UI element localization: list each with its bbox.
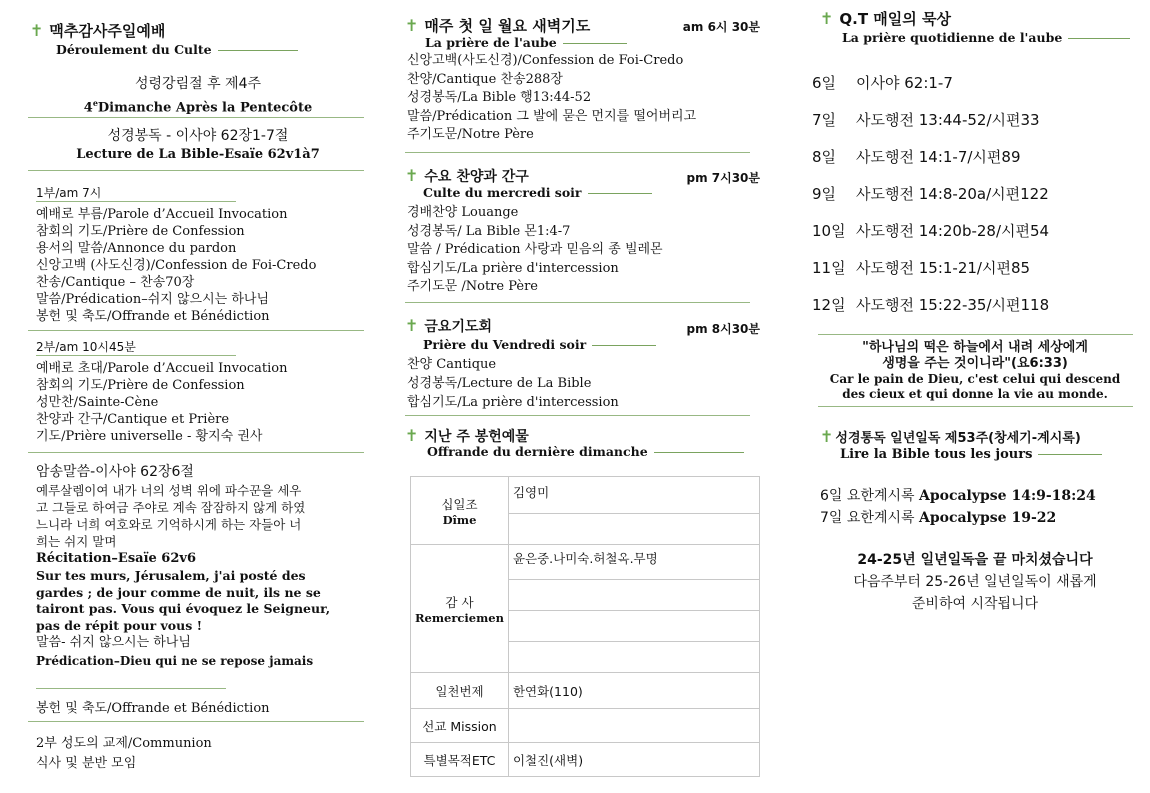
mission-value [508,709,759,743]
list-item: 신앙고백 (사도신경)/Confession de Foi-Credo [36,258,317,273]
wed-list [407,204,663,297]
fri-subtitle: Prière du Vendredi soir [423,337,656,352]
divider [218,50,298,51]
offering-table [410,476,760,777]
divider [818,406,1133,407]
list-item: 봉헌 및 축도/Offrande et Bénédiction [36,309,270,324]
fri-title: ✝ 금요기도회 [405,316,493,335]
dawn-list [407,52,696,145]
list-item: 말씀 / Prédication 사랑과 믿음의 종 빌레몬 [407,242,663,257]
reading-ko: 성경봉독 - 이사야 62장1-7절 [107,128,289,144]
cross-icon: ✝ [405,16,419,35]
list-item: 9일 사도행전 14:8-20a/시편122 [812,185,1049,203]
recitation-block: 암송말씀-이사야 62장6절 예루살렘이여 내가 너의 성벽 위에 파수꾼을 세우 고 그들로 하여금 주야로 계속 잠잠하지 않게 하였 느니라 너희 여호와로 기억하시게 하는 자들아 너 희는 쉬지 말며 Récitation–Esaïe 62v6 Sur tes murs, Jérusalem, j'ai posté des gardes ; de jour comme de nuit, ils ne se tairont pas. Vous qui évoquez le Seigneur, pas de répit pour vous ! 말씀- 쉬지 않으시는 하나님 Prédication–Dieu qui ne se repose jamais [36,462,372,671]
divider [28,721,364,722]
verse-block: "하나님의 떡은 하늘에서 내려 세상에게 생명을 주는 것이니라"(요6:33) Car le pain de Dieu, c'est celui qui descend des cieux et qui donne la vie au monde. [829,340,1121,401]
list-item: 주기도문 /Notre Père [407,279,538,294]
divider [405,302,750,303]
cross-icon: ✝ [820,9,834,28]
qt-subtitle: La prière quotidienne de l'aube [842,30,1130,45]
ilcheon-value: 한연화(110) [508,673,759,709]
list-item: 합심기도/La prière d'intercession [407,260,619,276]
reading-fr: Lecture de La Bible-Esaïe 62v1à7 [76,147,320,162]
divider [28,330,364,331]
cross-icon: ✝ [820,427,834,446]
special-value: 이철진(새벽) [508,743,759,777]
divider [28,170,364,171]
list-item: 7일 요한계시록 Apocalypse 19-22 [820,510,1057,526]
list-item: 성경봉독/Lecture de La Bible [407,376,592,391]
mission-label: 선교 Mission [411,709,509,743]
list-item: 성경봉독/La Bible 행13:44-52 [407,90,592,105]
list-item: 6일 요한계시록 Apocalypse 14:9-18:24 [820,488,1096,504]
list-item: 성경봉독/ La Bible 몬1:4-7 [407,223,571,239]
wed-time: pm 7시30분 [686,171,760,185]
table-row [411,743,760,777]
table-row [411,477,760,514]
list-item: 말씀/Prédication 그 발에 묻은 먼지를 떨어버리고 [407,108,697,124]
season-ko: 성령강림절 후 제4주 [135,76,261,92]
table-row [411,545,760,580]
bible-title: ✝ 성경통독 일년일독 제53주(창세기-계시록) [820,427,1081,446]
wed-subtitle: Culte du mercredi soir [423,185,652,200]
notice-block: 24-25년 일년일독을 끝 마치셨습니다 다음주부터 25-26년 일년일독이 새롭게 준비하여 시작됩니다 [853,552,1097,612]
bible-subtitle: Lire la Bible tous les jours [840,447,1102,462]
cross-icon: ✝ [405,166,419,185]
table-row [411,709,760,743]
offering-title: ✝ 지난 주 봉헌예물 [405,426,529,445]
divider [28,117,364,118]
divider [405,152,750,153]
list-item: 11일 사도행전 15:1-21/시편85 [812,259,1031,277]
wed-title: ✝ 수요 찬양과 간구 [405,166,529,185]
dawn-title: ✝ 매주 첫 일 월요 새벽기도 [405,16,591,35]
service1-list [36,206,316,325]
divider [1068,38,1130,39]
list-item: 경배찬양 Louange [407,205,519,220]
list-item: 찬송/Cantique – 찬송70장 [36,275,195,290]
list-item: 주기도문/Notre Père [407,127,534,142]
cross-icon: ✝ [405,426,419,445]
recitation-ref: Récitation–Esaïe 62v6 [36,551,196,566]
divider [36,355,236,356]
divider [1038,454,1102,455]
thanks-label: 감 사 Remerciemen [411,545,509,673]
worship-subtitle: Déroulement du Culte [56,42,298,57]
bible-list [820,485,1096,529]
divider [588,193,652,194]
recitation-title: 암송말씀-이사야 62장6절 [36,464,194,480]
offering-subtitle: Offrande du dernière dimanche [427,444,744,459]
qt-list [812,73,1049,315]
dawn-time: am 6시 30분 [682,20,760,34]
list-item: 예배로 초대/Parole d’Accueil Invocation [36,361,288,376]
sermon-ko: 말씀- 쉬지 않으시는 하나님 [36,635,191,650]
cross-icon: ✝ [30,21,44,40]
reading-block [28,126,368,164]
fri-list [407,355,619,412]
list-item: 찬양/Cantique 찬송288장 [407,71,563,87]
list-item: 신앙고백(사도신경)/Confession de Foi-Credo [407,53,684,68]
service1-header: 1부/am 7시 [36,186,102,200]
sermon-fr: Prédication–Dieu qui ne se repose jamais [36,654,314,668]
list-item: 7일 사도행전 13:44-52/시편33 [812,111,1040,129]
season-block [28,74,368,117]
divider [818,334,1133,335]
ilcheon-label: 일천번제 [411,673,509,709]
tithe-value: 김영미 [508,477,759,514]
dawn-subtitle: La prière de l'aube [425,35,627,50]
season-fr: 4eDimanche Après la Pentecôte [83,98,313,116]
divider [405,415,750,416]
list-item: 찬양과 간구/Cantique et Prière [36,412,230,427]
tithe-label: 십일조 Dîme [411,477,509,545]
list-item: 예배로 부름/Parole d’Accueil Invocation [36,207,288,222]
service2-header: 2부/am 10시45분 [36,340,136,354]
list-item: 6일 이사야 62:1-7 [812,74,953,92]
meal-line: 식사 및 분반 모임 [36,756,137,771]
divider [36,201,236,202]
list-item: 용서의 말씀/Annonce du pardon [36,241,237,256]
thanks-value: 윤은중.나미숙.허철옥.무명 [508,545,759,580]
qt-title: ✝ Q.T 매일의 묵상 [820,9,951,28]
divider [654,452,744,453]
divider [36,688,226,689]
list-item: 참회의 기도/Prière de Confession [36,224,245,239]
special-label: 특별목적ETC [411,743,509,777]
list-item: 10일 사도행전 14:20b-28/시편54 [812,222,1050,240]
list-item: 8일 사도행전 14:1-7/시편89 [812,148,1021,166]
service2-list [36,360,287,445]
communion-line: 2부 성도의 교제/Communion [36,736,212,751]
worship-title: ✝ 맥추감사주일예배 [30,21,166,40]
list-item: 기도/Prière universelle - 황지숙 권사 [36,429,263,444]
divider [563,43,627,44]
offering-line: 봉헌 및 축도/Offrande et Bénédiction [36,701,270,716]
fri-time: pm 8시30분 [686,322,760,336]
cross-icon: ✝ [405,316,419,335]
list-item: 말씀/Prédication–쉬지 않으시는 하나님 [36,292,270,307]
divider [28,452,364,453]
list-item: 성만찬/Sainte-Cène [36,395,159,410]
divider [592,345,656,346]
list-item: 찬양 Cantique [407,357,497,372]
table-row [411,673,760,709]
list-item: 합심기도/La prière d'intercession [407,395,619,410]
list-item: 참회의 기도/Prière de Confession [36,378,245,393]
list-item: 12일 사도행전 15:22-35/시편118 [812,296,1050,314]
